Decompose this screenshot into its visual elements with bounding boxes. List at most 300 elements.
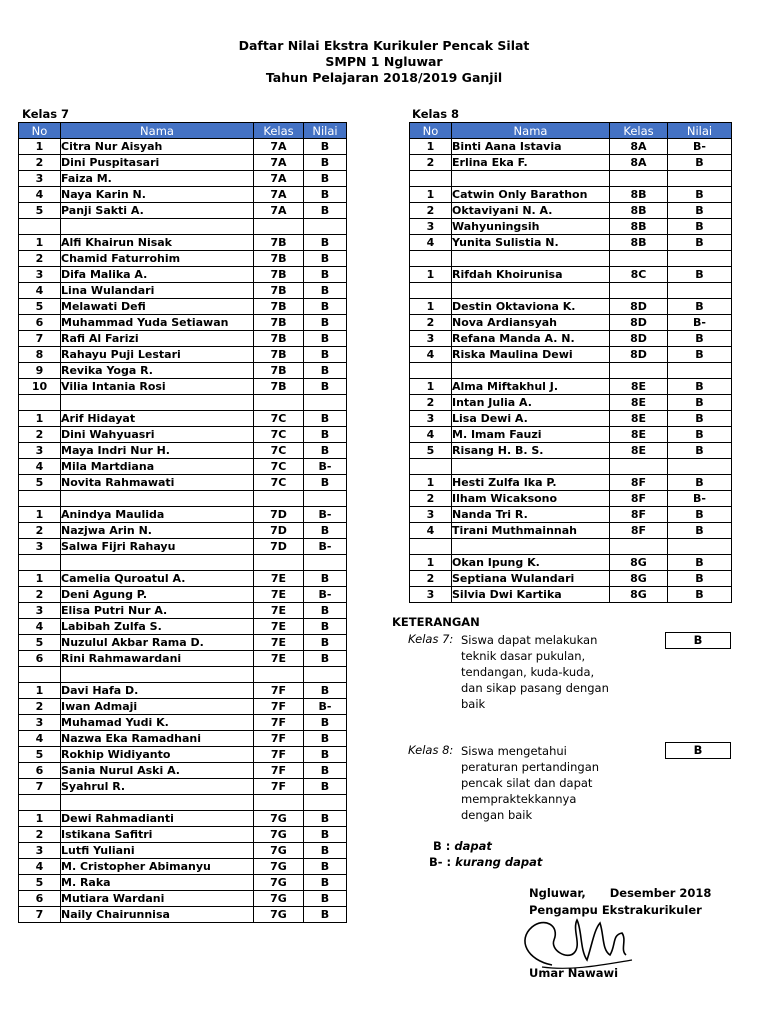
cell-nilai: B [668,443,732,459]
cell-nama: Dini Puspitasari [61,155,254,171]
kelas8-title: Kelas 8 [412,107,460,121]
cell-nilai: B [304,139,347,155]
cell-nama [61,395,254,411]
table-row [19,603,347,619]
table-row [410,171,732,187]
table-row [19,827,347,843]
cell-nama: Davi Hafa D. [61,683,254,699]
col-no: No [410,123,452,139]
table-row [19,619,347,635]
cell-kelas: 7E [254,587,304,603]
cell-kelas: 8D [610,347,668,363]
cell-nama: Arif Hidayat [61,411,254,427]
table-header-row [410,123,732,139]
cell-nama: Lisa Dewi A. [452,411,610,427]
table-row [410,187,732,203]
cell-kelas: 7G [254,827,304,843]
table-row [19,219,347,235]
table-row [19,155,347,171]
cell-no: 5 [19,203,61,219]
cell-nama: Refana Manda A. N. [452,331,610,347]
cell-kelas: 7D [254,507,304,523]
cell-no: 1 [19,571,61,587]
cell-nama: Naily Chairunnisa [61,907,254,923]
cell-kelas: 7C [254,443,304,459]
table-row [19,651,347,667]
table-row [19,587,347,603]
cell-no: 5 [19,475,61,491]
cell-no: 3 [410,411,452,427]
cell-no: 2 [19,827,61,843]
table-row [410,523,732,539]
table-row [19,843,347,859]
cell-kelas [610,363,668,379]
cell-no: 1 [410,475,452,491]
cell-kelas [610,283,668,299]
legend-b-minus [429,855,542,869]
table-row [19,731,347,747]
cell-no: 4 [19,731,61,747]
cell-nilai [304,555,347,571]
cell-nama: Destin Oktaviona K. [452,299,610,315]
table-row [19,427,347,443]
cell-no: 2 [19,523,61,539]
cell-nilai [304,795,347,811]
cell-no: 1 [19,507,61,523]
cell-kelas: 7C [254,427,304,443]
cell-no: 7 [19,779,61,795]
cell-nama: M. Cristopher Abimanyu [61,859,254,875]
cell-no: 3 [410,587,452,603]
cell-kelas: 7D [254,523,304,539]
cell-nilai: B- [304,699,347,715]
cell-no: 10 [19,379,61,395]
cell-nama: Erlina Eka F. [452,155,610,171]
cell-no: 4 [19,283,61,299]
cell-nilai: B [304,891,347,907]
cell-kelas: 8G [610,555,668,571]
cell-kelas: 7B [254,267,304,283]
cell-nama: M. Imam Fauzi [452,427,610,443]
cell-no: 5 [19,635,61,651]
cell-no [19,395,61,411]
cell-no: 6 [19,763,61,779]
cell-nama: Chamid Faturrohim [61,251,254,267]
table-row [19,539,347,555]
cell-nama: Camelia Quroatul A. [61,571,254,587]
cell-no [410,251,452,267]
cell-no: 2 [410,203,452,219]
cell-no: 6 [19,651,61,667]
cell-nilai: B [668,187,732,203]
table-row [19,571,347,587]
cell-nama [452,251,610,267]
cell-nama: Alfi Khairun Nisak [61,235,254,251]
cell-nama: Nazwa Eka Ramadhani [61,731,254,747]
cell-nilai: B [304,571,347,587]
cell-nilai [668,459,732,475]
table-row [410,539,732,555]
cell-no: 1 [19,811,61,827]
cell-nilai: B [304,811,347,827]
cell-nilai: B [304,907,347,923]
cell-nilai [304,491,347,507]
cell-no: 3 [410,219,452,235]
cell-kelas: 7A [254,203,304,219]
header-year: Tahun Pelajaran 2018/2019 Ganjil [265,70,503,85]
table-row [19,315,347,331]
cell-kelas: 7G [254,811,304,827]
cell-nama: Muhammad Yuda Setiawan [61,315,254,331]
cell-nilai: B [304,683,347,699]
cell-nilai: B [304,171,347,187]
table-row [410,331,732,347]
cell-no: 4 [410,347,452,363]
cell-nama: Novita Rahmawati [61,475,254,491]
cell-nilai: B [304,363,347,379]
cell-kelas: 8B [610,203,668,219]
signature-place-date: Ngluwar, Desember 2018 [529,886,712,900]
cell-kelas: 7G [254,907,304,923]
cell-nilai: B [304,523,347,539]
cell-nilai: B [668,523,732,539]
cell-no: 6 [19,315,61,331]
cell-no: 2 [410,315,452,331]
cell-nama [61,219,254,235]
cell-nilai: B [668,267,732,283]
kelas7-ket-desc: Siswa dapat melakukan teknik dasar pukulan, tendangan, kuda-kuda, dan sikap pasang dengan baik [461,633,609,711]
cell-nilai: B [668,331,732,347]
table-row [410,411,732,427]
cell-kelas [254,555,304,571]
cell-nilai: B [304,475,347,491]
table-row [19,747,347,763]
cell-kelas: 7F [254,763,304,779]
cell-no [410,363,452,379]
table-row [19,763,347,779]
cell-nilai: B [668,395,732,411]
cell-nilai: B- [668,139,732,155]
cell-nilai: B [304,379,347,395]
cell-nama [452,363,610,379]
cell-kelas: 7A [254,187,304,203]
cell-kelas: 8A [610,155,668,171]
cell-nama: Ilham Wicaksono [452,491,610,507]
cell-no: 3 [19,539,61,555]
table-row [19,395,347,411]
document-header [0,38,768,86]
col-nama: Nama [61,123,254,139]
table-row [410,347,732,363]
cell-no: 7 [19,331,61,347]
cell-nama: Wahyuningsih [452,219,610,235]
table-row [19,475,347,491]
cell-nilai: B [304,715,347,731]
cell-kelas: 8G [610,571,668,587]
cell-no: 5 [410,443,452,459]
cell-nilai: B [668,203,732,219]
cell-no: 1 [19,235,61,251]
table-row [410,139,732,155]
cell-nama: Rahayu Puji Lestari [61,347,254,363]
cell-kelas: 8B [610,219,668,235]
cell-nilai: B [304,299,347,315]
table-row [410,427,732,443]
cell-no: 3 [19,171,61,187]
kelas7-ket-grade: B [665,632,731,649]
table-row [19,491,347,507]
cell-nilai: B [304,203,347,219]
cell-nilai: B [304,283,347,299]
cell-no: 3 [19,843,61,859]
cell-kelas: 7E [254,603,304,619]
cell-no [19,667,61,683]
cell-no: 1 [410,187,452,203]
kelas7-title: Kelas 7 [22,107,70,121]
kelas8-table [409,122,732,603]
table-row [19,715,347,731]
table-row [410,491,732,507]
cell-nama: Intan Julia A. [452,395,610,411]
cell-no: 3 [19,443,61,459]
cell-nama: Alma Miftakhul J. [452,379,610,395]
cell-nama: Anindya Maulida [61,507,254,523]
cell-nama [452,171,610,187]
cell-nama: Maya Indri Nur H. [61,443,254,459]
cell-no: 4 [19,619,61,635]
cell-no: 3 [19,715,61,731]
cell-nama: Difa Malika A. [61,267,254,283]
cell-nilai: B [304,315,347,331]
cell-nilai: B [668,507,732,523]
cell-nama: M. Raka [61,875,254,891]
cell-no [410,283,452,299]
cell-kelas: 8F [610,507,668,523]
cell-nilai: B [668,427,732,443]
cell-nama: Elisa Putri Nur A. [61,603,254,619]
cell-no: 7 [19,907,61,923]
cell-kelas: 8F [610,523,668,539]
cell-nilai: B [304,827,347,843]
cell-kelas: 8D [610,331,668,347]
cell-nama: Syahrul R. [61,779,254,795]
table-row [19,507,347,523]
table-row [410,459,732,475]
cell-nilai: B [304,603,347,619]
cell-no: 2 [410,155,452,171]
cell-kelas [610,539,668,555]
cell-nilai: B [304,251,347,267]
cell-nilai: B [304,267,347,283]
cell-nilai: B [668,475,732,491]
cell-nilai: B [304,859,347,875]
cell-nilai: B [668,299,732,315]
kelas8-ket-desc: Siswa mengetahui peraturan pertandingan pencak silat dan dapat mempraktekkannya dengan baik [461,744,600,822]
col-kelas: Kelas [254,123,304,139]
table-row [19,267,347,283]
table-row [410,251,732,267]
cell-kelas: 7A [254,155,304,171]
cell-no: 8 [19,347,61,363]
cell-nilai: B [668,411,732,427]
cell-no: 2 [410,491,452,507]
cell-nama [61,491,254,507]
cell-nama: Dewi Rahmadianti [61,811,254,827]
cell-nama: Nazjwa Arin N. [61,523,254,539]
cell-nilai: B- [304,539,347,555]
cell-kelas [610,459,668,475]
cell-nilai: B [304,443,347,459]
cell-nama [452,539,610,555]
cell-nama: Citra Nur Aisyah [61,139,254,155]
cell-nilai: B [304,731,347,747]
cell-nilai: B [304,347,347,363]
cell-no [19,555,61,571]
table-row [410,203,732,219]
table-row [19,299,347,315]
table-row [19,251,347,267]
cell-kelas: 7G [254,875,304,891]
cell-kelas: 8D [610,299,668,315]
cell-nilai: B [304,427,347,443]
col-no: No [19,123,61,139]
cell-no: 5 [19,747,61,763]
cell-kelas: 7F [254,731,304,747]
kelas8-ket-label: Kelas 8: [408,743,454,757]
cell-no: 1 [19,411,61,427]
cell-no: 4 [19,187,61,203]
col-kelas: Kelas [610,123,668,139]
cell-no [19,795,61,811]
cell-nama: Melawati Defi [61,299,254,315]
table-row [410,299,732,315]
cell-no: 5 [19,875,61,891]
cell-no: 2 [19,587,61,603]
legend-b-value: dapat [454,839,492,853]
cell-nilai [668,171,732,187]
table-row [410,315,732,331]
cell-nama: Septiana Wulandari [452,571,610,587]
cell-kelas: 8G [610,587,668,603]
cell-no: 3 [410,507,452,523]
table-row [410,555,732,571]
cell-nilai [668,363,732,379]
table-row [19,187,347,203]
cell-no: 4 [19,859,61,875]
cell-nama: Nuzulul Akbar Rama D. [61,635,254,651]
cell-no: 1 [19,139,61,155]
cell-kelas: 7F [254,699,304,715]
cell-kelas [610,171,668,187]
cell-no [19,219,61,235]
cell-nama [61,667,254,683]
cell-nilai: B [304,747,347,763]
cell-nama: Lutfi Yuliani [61,843,254,859]
col-nilai: Nilai [668,123,732,139]
cell-kelas: 7G [254,859,304,875]
cell-no: 9 [19,363,61,379]
cell-kelas: 8B [610,235,668,251]
header-title: Daftar Nilai Ekstra Kurikuler Pencak Silat [238,38,530,53]
cell-nilai: B- [668,315,732,331]
cell-nama: Oktaviyani N. A. [452,203,610,219]
cell-nilai: B [304,619,347,635]
table-row [19,699,347,715]
cell-kelas: 8B [610,187,668,203]
cell-kelas: 7B [254,347,304,363]
cell-kelas: 7C [254,411,304,427]
kelas8-ket-grade: B [665,742,731,759]
table-row [410,219,732,235]
cell-kelas: 7B [254,235,304,251]
cell-kelas: 8C [610,267,668,283]
cell-kelas [610,251,668,267]
cell-no: 3 [19,267,61,283]
table-row [19,555,347,571]
cell-nilai: B [304,651,347,667]
cell-no: 3 [19,603,61,619]
cell-nama: Rafi Al Farizi [61,331,254,347]
cell-nilai [668,251,732,267]
cell-kelas: 7E [254,651,304,667]
cell-kelas: 7E [254,619,304,635]
keterangan-title: KETERANGAN [392,615,480,629]
cell-nilai: B [668,587,732,603]
table-row [19,667,347,683]
cell-no: 5 [19,299,61,315]
table-row [410,587,732,603]
table-row [19,523,347,539]
cell-kelas: 7E [254,635,304,651]
cell-kelas: 7B [254,251,304,267]
cell-nama: Rokhip Widiyanto [61,747,254,763]
table-row [19,907,347,923]
cell-nilai: B [304,187,347,203]
table-row [19,459,347,475]
table-row [19,235,347,251]
cell-nama [452,283,610,299]
table-row [410,155,732,171]
table-row [410,443,732,459]
cell-nama [452,459,610,475]
cell-nama: Iwan Admaji [61,699,254,715]
cell-no: 1 [410,555,452,571]
table-row [19,283,347,299]
table-row [19,171,347,187]
cell-nama: Lina Wulandari [61,283,254,299]
cell-nilai: B [304,155,347,171]
cell-kelas: 8F [610,475,668,491]
cell-nama: Faiza M. [61,171,254,187]
table-row [19,443,347,459]
cell-nama: Nova Ardiansyah [452,315,610,331]
cell-nilai [304,667,347,683]
cell-nama: Vilia Intania Rosi [61,379,254,395]
cell-kelas: 7B [254,299,304,315]
cell-kelas: 8E [610,411,668,427]
cell-kelas: 7F [254,683,304,699]
legend-bm-key: B- : [429,855,452,869]
cell-nilai [668,539,732,555]
cell-kelas: 7C [254,459,304,475]
cell-kelas: 7E [254,571,304,587]
cell-kelas [254,491,304,507]
cell-no: 2 [19,251,61,267]
table-row [410,571,732,587]
cell-nilai: B [304,875,347,891]
cell-nilai: B [668,379,732,395]
table-row [19,635,347,651]
